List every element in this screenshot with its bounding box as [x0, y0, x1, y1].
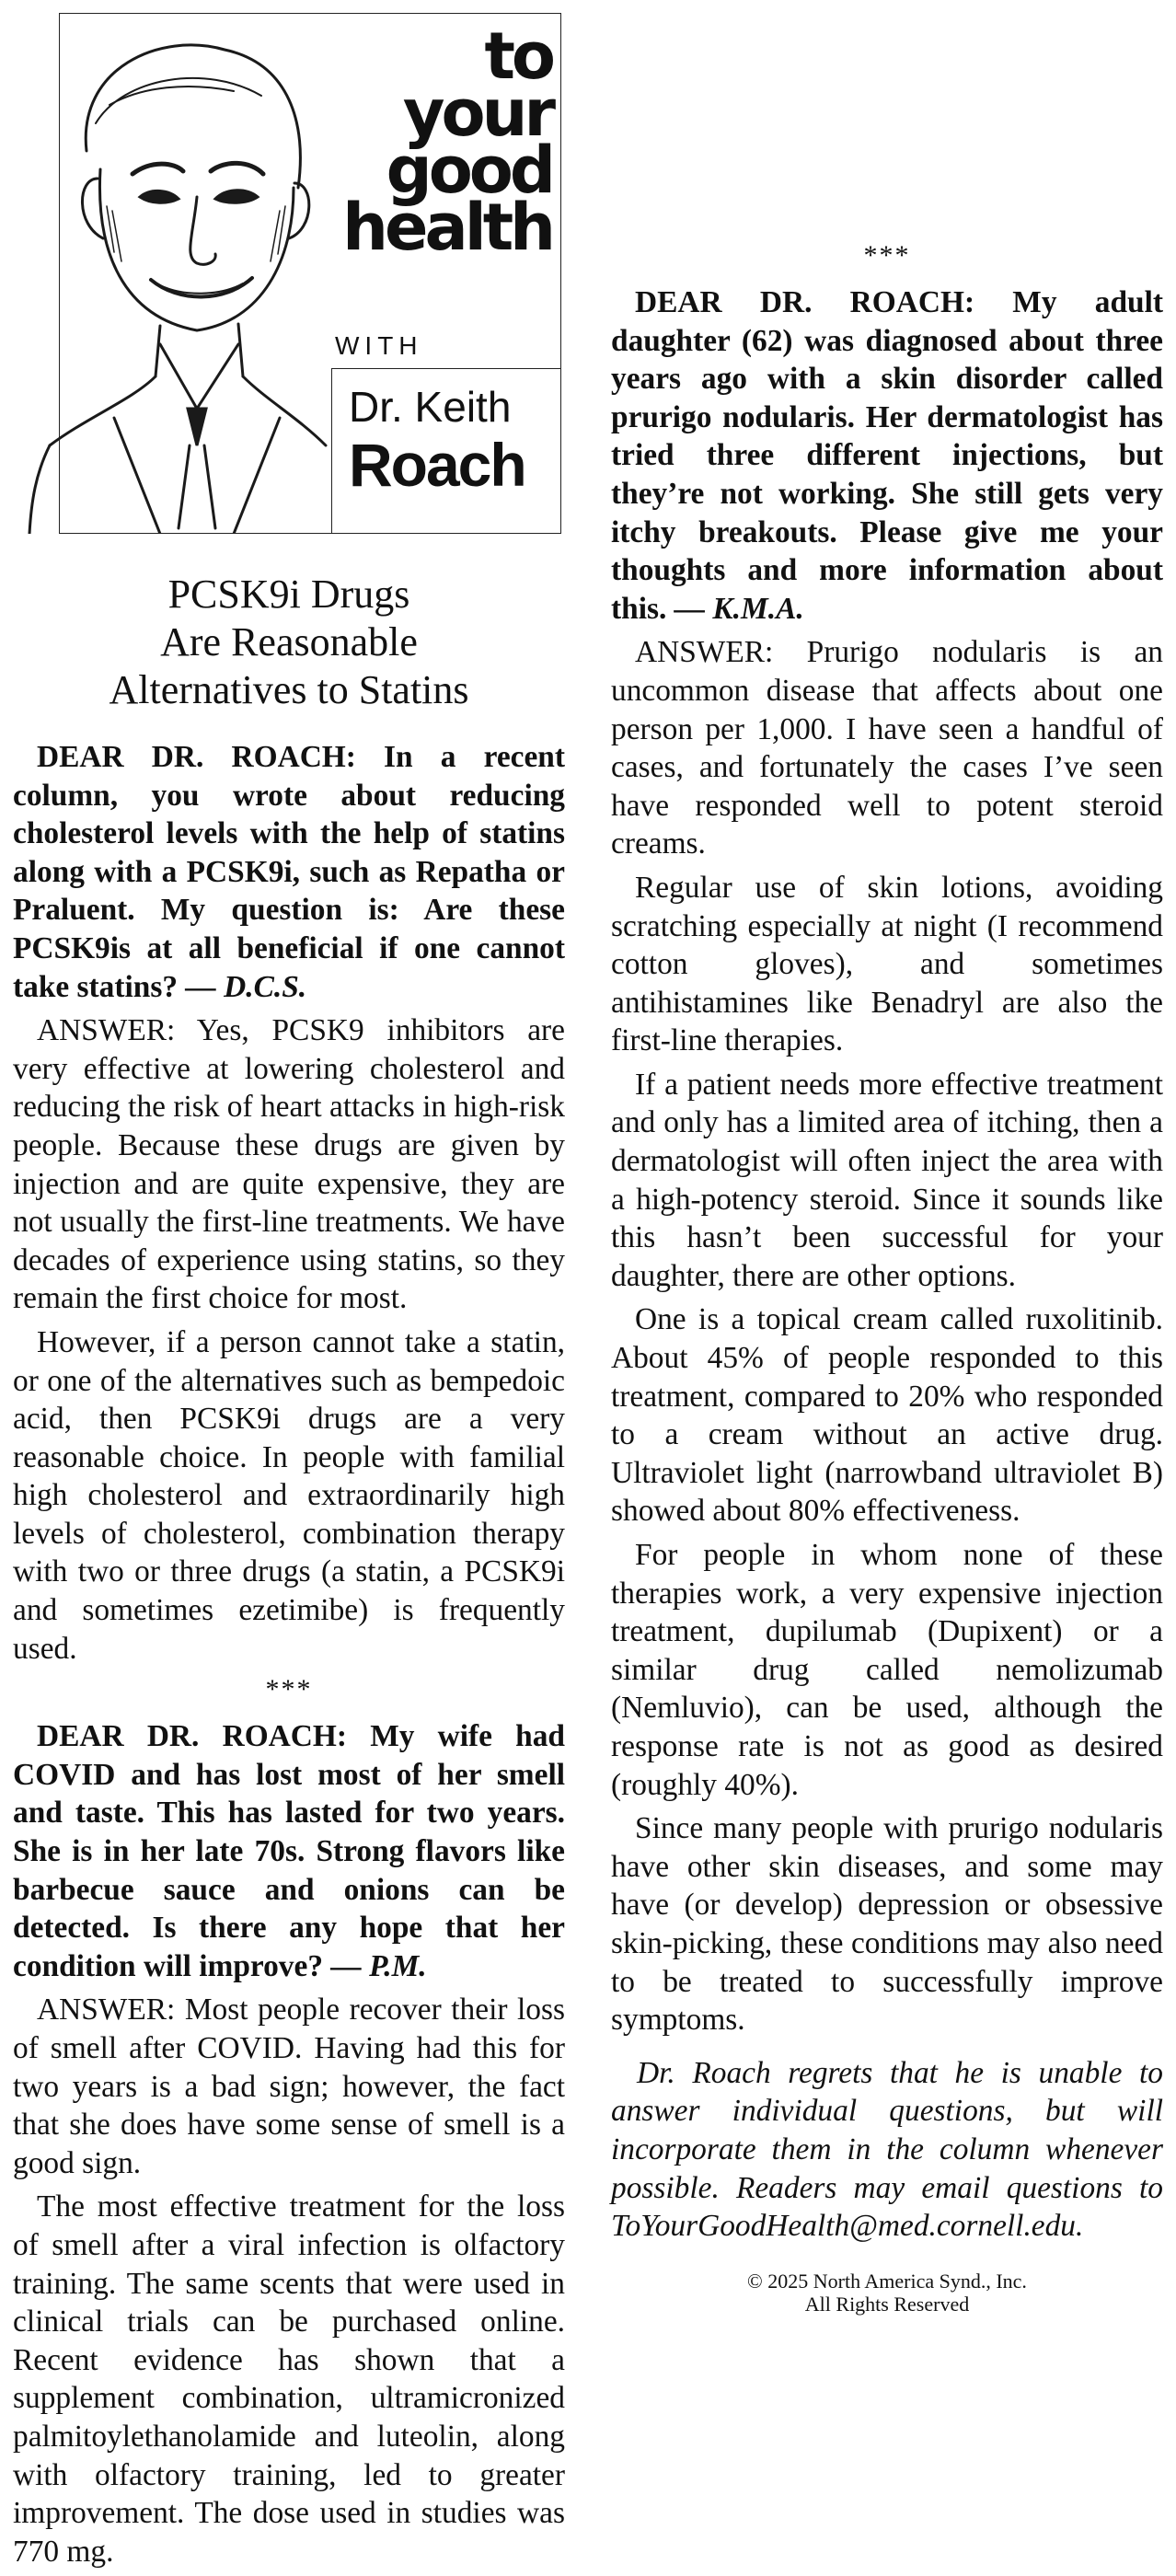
copyright-line-1: © 2025 North America Synd., Inc.	[747, 2269, 1027, 2293]
letter-3-signature: — K.M.A.	[674, 591, 804, 626]
reader-note: Dr. Roach regrets that he is unable to answer individual questions, but will incorporate them in the column whenever possible. Readers may email questions to ToYourGoodHealth@med.cornell.edu.	[611, 2055, 1163, 2244]
letter-1-answer-paragraph: ANSWER: Yes, PCSK9 inhibitors are very effective at lowering cholesterol and reducing the risk of heart attacks in high-risk people. Because these drugs are given by injection and are quite expensive, they are not usually the first-line treatments. We have decades of experience using statins, so they remain the first choice for most.	[13, 1013, 565, 1316]
letter-3-answer-paragraph: If a patient needs more effective treatment and only has a limited area of itching, then a dermatologist will often inject the area with a high-potency steroid. Since it sounds like this hasn’t been successful for your daughter, there are other options.	[611, 1067, 1163, 1293]
headline-line-2: Are Reasonable	[160, 619, 418, 664]
headline-line-3: Alternatives to Statins	[109, 667, 469, 712]
letter-3-answer-paragraph: ANSWER: Prurigo nodularis is an uncommon disease that affects about one person per 1,000. I have seen a handful of cases, and fortunately the cases I’ve seen have responded well to potent steroid creams.	[611, 635, 1163, 861]
letter-3-answer-paragraph: For people in whom none of these therapies work, a very expensive injection treatment, dupilumab (Dupixent) or a similar drug called nemolizumab (Nemluvio), can be used, although the response rate is not as good as desired (roughly 40%).	[611, 1538, 1163, 1802]
letter-3-answer-paragraph: Regular use of skin lotions, avoiding scratching especially at night (I recommend cotton gloves), and sometimes antihistamines like Benadryl are also the first-line therapies.	[611, 870, 1163, 1058]
letter-3-answer-paragraph: Since many people with prurigo nodularis have other skin diseases, and some may have (or develop) depression or obsessive skin-picking, these conditions may also need to be treated to successfully improve symptoms.	[611, 1811, 1163, 2038]
headline-line-1: PCSK9i Drugs	[167, 572, 410, 617]
letter-3-question: DEAR DR. ROACH: My adult daughter (62) was diagnosed about three years ago with a skin disorder called prurigo nodularis. Her dermatologist has tried three different injections, but they’re not working. She still gets very itchy breakouts. Please give me your thoughts and more information about this. — K.M.A.	[611, 285, 1163, 626]
logo-with-label: WITH	[335, 331, 423, 360]
section-separator: ***	[863, 240, 911, 271]
logo-title-line-3: good	[386, 133, 552, 208]
author-name-box	[331, 368, 561, 534]
article-headline	[13, 571, 565, 714]
section-separator: ***	[265, 1674, 313, 1705]
logo-title-line-4: health	[342, 190, 552, 265]
letter-2-signature: — P.M.	[330, 1948, 427, 1983]
logo-title-line-1: to	[484, 18, 552, 94]
column-logo	[22, 0, 561, 534]
left-column	[13, 0, 565, 2576]
copyright-notice	[611, 2270, 1163, 2316]
letter-1-question: DEAR DR. ROACH: In a recent column, you wrote about reducing cholesterol levels with the help of statins along with a PCSK9i, such as Repatha or Praluent. My question is: Are these PCSK9is at all beneficial if one cannot take statins? — D.C.S.	[13, 740, 565, 1004]
letter-1-answer-paragraph: However, if a person cannot take a statin, or one of the alternatives such as bempedoic acid, then PCSK9i drugs are a very reasonable choice. In people with familial high cholesterol and extraordinarily high levels of cholesterol, combination therapy with two or three drugs (a statin, a PCSK9i and sometimes ezetimibe) is frequently used.	[13, 1324, 565, 1666]
letter-2-answer-paragraph: ANSWER: Most people recover their loss of smell after COVID. Having had this for two years is a bad sign; however, the fact that she does have some sense of smell is a good sign.	[13, 1993, 565, 2180]
copyright-line-2: All Rights Reserved	[804, 2292, 970, 2316]
logo-title	[276, 18, 552, 265]
letter-2-answer-paragraph: The most effective treatment for the loss of smell after a viral infection is olfactory training. The same scents that were used in clinical trials can be purchased online. Recent evidence has shown that a supplement combination, ultramicronized palmitoylethanolamide and luteolin, along with olfactory training, led to greater improvement. The dose used in studies was 770 mg.	[13, 2189, 565, 2569]
right-column	[611, 0, 1163, 2316]
author-first-name: Dr. Keith	[349, 383, 512, 431]
author-last-name: Roach	[349, 431, 525, 499]
letter-1-signature: — D.C.S.	[185, 969, 307, 1004]
logo-title-line-2: your	[402, 75, 552, 151]
letter-3-answer-paragraph: One is a topical cream called ruxolitinib. About 45% of people responded to this treatment, compared to 20% who responded to a cream without an active drug. Ultraviolet light (narrowband ultraviolet B) showed about 80% effectiveness.	[611, 1302, 1163, 1529]
letter-2-question: DEAR DR. ROACH: My wife had COVID and has lost most of her smell and taste. This has lasted for two years. She is in her late 70s. Strong flavors like barbecue sauce and onions can be detected. Is there any hope that her condition will improve? — P.M.	[13, 1719, 565, 1983]
